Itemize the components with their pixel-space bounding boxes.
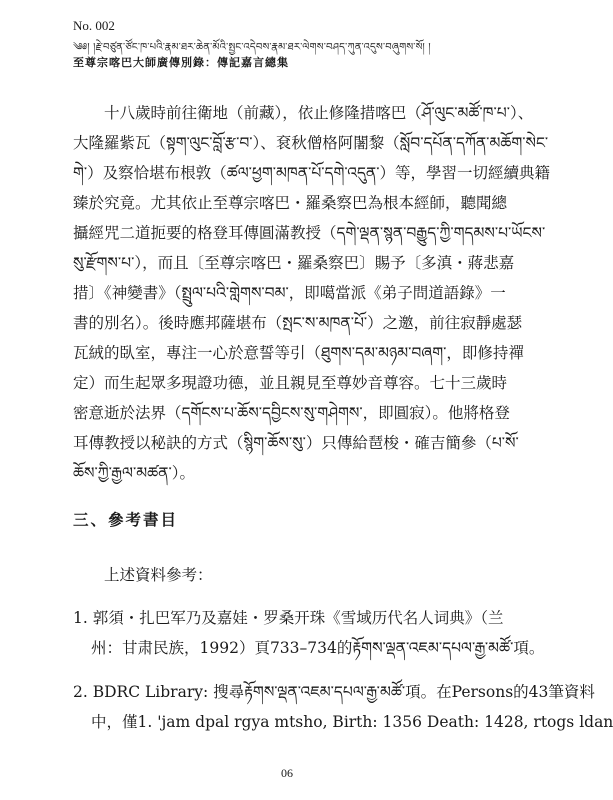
- reference-line: 中，僅1. 'jam dpal rgya mtsho, Birth: 1356 Death: 1428, rtogs ldan: [91, 713, 613, 731]
- tibetan-running-title: ༄༅། །རྗེ་བཙུན་ཙོང་ཁ་པའི་རྣམ་ཐར་ཆེན་མོའི་སྤྱང་འདེབས་རྣམ་ཐར་ལེགས་བཤད་ཀུན་འདུས་བཞུགས་སོ། །: [73, 42, 431, 53]
- reference-item: [73, 603, 545, 663]
- paragraph-line: 書的別名）。後時應邦薩堪布（སྤང་ས་མཁན་པོ་）之邀，前往寂靜處瑟: [73, 314, 523, 332]
- paragraph-line: 密意逝於法界（དགོངས་པ་ཆོས་དབྱིངས་སུ་གཤེགས་，即圓寂）。他將格登: [73, 404, 510, 422]
- paragraph-line: 攝經咒二道扼要的格登耳傳圓滿教授（དགེ་ལྡན་སྙན་བརྒྱུད་ཀྱི་གདམས་པ་ཡོངས་: [73, 224, 546, 242]
- paragraph-line: ཆོས་ཀྱི་རྒྱལ་མཚན་）。: [73, 464, 196, 482]
- references-intro: 上述資料參考：: [104, 566, 213, 584]
- paragraph-line: 定）而生起眾多現證功德，並且親見至尊妙音尊容。七十三歲時: [73, 374, 508, 392]
- paragraph-line: སུ་རྫོགས་པ་），而且〔至尊宗喀巴・羅桑察巴〕賜予〔多滇・蔣悲嘉: [73, 254, 515, 272]
- section-heading: 三、參考書目: [73, 510, 179, 529]
- paragraph-line: 臻於究竟。尤其依止至尊宗喀巴・羅桑察巴為根本經師，聽聞總: [73, 194, 508, 212]
- reference-line: 州：甘肃民族，1992）頁733–734的རྟོགས་ལྡན་འཇམ་དཔལ་རྒྱ་མཚོ་項。: [91, 639, 545, 657]
- paragraph-line: 十八歲時前往衛地（前藏），依止修隆措喀巴（ཤོ་ལུང་མཚོ་ཁ་པ་）、: [104, 104, 534, 122]
- page-number: 06: [281, 766, 293, 780]
- paragraph-line: 措〕《神變書》（སྤྲུལ་པའི་གླེགས་བམ་，即噶當派《弟子問道語錄》一: [73, 284, 506, 302]
- chinese-running-title: 至尊宗喀巴大師廣傳別錄：傳記嘉言總集: [73, 56, 289, 69]
- reference-line: 2. BDRC Library: 搜尋རྟོགས་ལྡན་འཇམ་དཔལ་རྒྱ་མཚོ་項。在Persons的43筆資料: [73, 683, 595, 701]
- document-number: No. 002: [73, 18, 115, 33]
- paragraph-line: 大隆羅紫瓦（སྟག་ལུང་བློ་རྩ་བ་）、袞秋僧格阿闍黎（སློབ་དཔོན་དཀོན་མཆོག་སེང་: [73, 134, 549, 152]
- biography-paragraph: [73, 98, 551, 488]
- paragraph-line: 耳傳教授以秘訣的方式（སྙིག་ཆོས་སུ་）只傳給琶梭・確吉簡參（པ་སོ་: [73, 434, 519, 452]
- paragraph-line: 瓦絨的臥室，專注一心於意誓等引（ཐུགས་དམ་མཉམ་བཞག་，即修持禪: [73, 344, 524, 362]
- reference-item: [73, 677, 613, 737]
- reference-line: 1. 郭須・扎巴军乃及嘉娃・罗桑开珠《雪域历代名人词典》（兰: [73, 609, 504, 627]
- paragraph-line: གེ་）及察恰堪布根敦（ཚལ་ཕྱག་མཁན་པོ་དགེ་འདུན་）等，學習一切經續典籍: [73, 164, 551, 182]
